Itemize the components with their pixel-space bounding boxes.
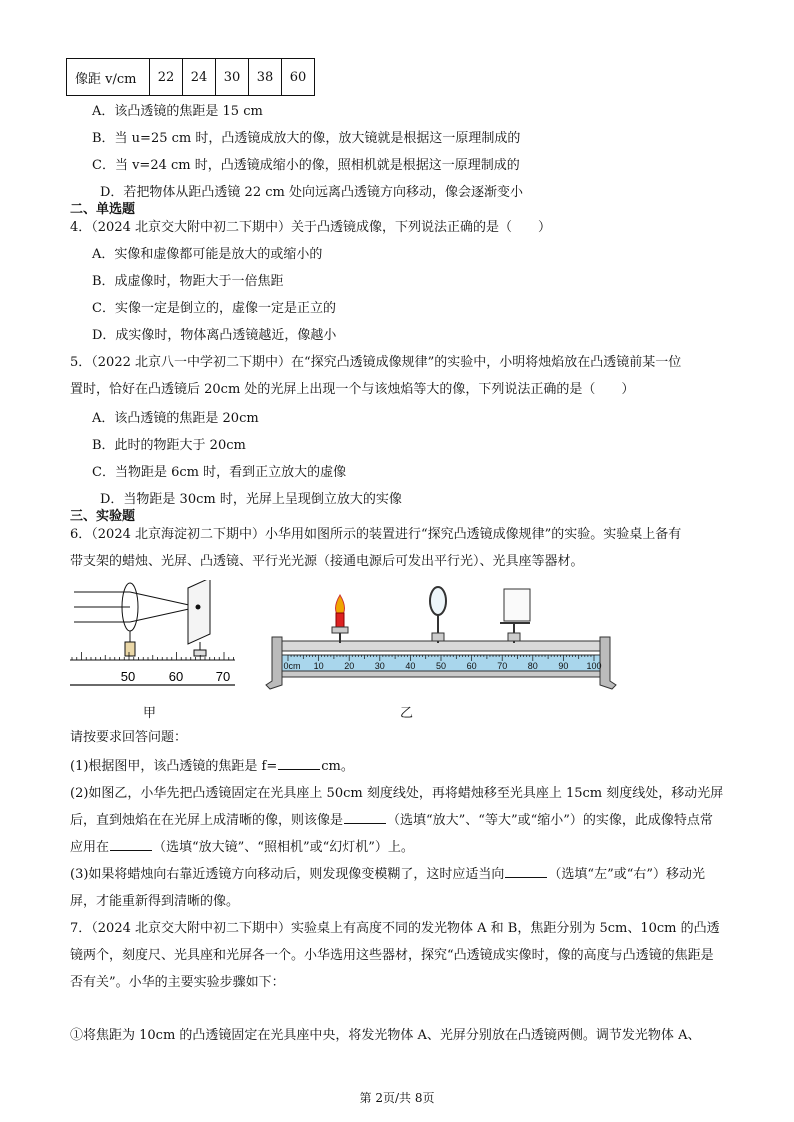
scale-tick-label: 90: [558, 661, 569, 671]
q4-option-b: B．成虚像时，物距大于一倍焦距: [92, 274, 284, 289]
table-cell: 24: [183, 59, 216, 96]
q4-stem: 4．（2024 北京交大附中初二下期中）关于凸透镜成像，下列说法正确的是（ ）: [70, 220, 551, 235]
bench-top-rail: [276, 641, 606, 651]
q6-part1: [70, 757, 354, 776]
q5-option-d: D．当物距是 30cm 时，光屏上呈现倒立放大的实像: [100, 492, 402, 507]
q6-stem-line1: 6．（2024 北京海淀初二下期中）小华用如图所示的装置进行“探究凸透镜成像规律”的实验。实验桌上备有: [70, 527, 682, 542]
bench-left-leg: [266, 637, 282, 689]
candle-holder: [332, 627, 348, 633]
answer-blank[interactable]: [278, 757, 320, 770]
q3-option-a: A．该凸透镜的焦距是 15 cm: [92, 104, 263, 119]
section-heading-single-choice: 二、单选题: [70, 202, 136, 217]
q6-part1-unit: cm。: [321, 759, 354, 774]
q5-option-a: A．该凸透镜的焦距是 20cm: [92, 411, 259, 426]
table-cell: 60: [282, 59, 315, 96]
q7-step1: ①将焦距为 10cm 的凸透镜固定在光具座中央，将发光物体 A、光屏分别放在凸透镜两侧。调节发光物体 A、: [70, 1028, 701, 1043]
q4-option-a: A．实像和虚像都可能是放大的或缩小的: [92, 247, 323, 262]
scale-tick-label: 30: [374, 661, 385, 671]
answer-blank[interactable]: [344, 811, 386, 824]
table-cell: 22: [150, 59, 183, 96]
q4-option-c: C．实像一定是倒立的，虚像一定是正立的: [92, 301, 336, 316]
q6-part3-text-a: (3)如果将蜡烛向右靠近透镜方向移动后，则发现像变模糊了，这时应适当向: [70, 867, 505, 882]
bench-bottom-rail: [276, 671, 606, 677]
scale-tick-label: 60: [466, 661, 477, 671]
answer-blank[interactable]: [505, 865, 547, 878]
q6-part2: [70, 780, 725, 861]
ruler-tick-label: 70: [215, 669, 231, 684]
q3-option-d: D．若把物体从距凸透镜 22 cm 处向远离凸透镜方向移动，像会逐渐变小: [100, 185, 523, 200]
light-screen: [504, 589, 530, 621]
table-cell: 38: [249, 59, 282, 96]
q6-part2-text-a: (2)如图乙，小华先把凸透镜固定在光具座上 50cm 刻度线处，再将蜡烛移至光具座上 15cm 刻度线处，移动光屏后，直到烛焰在在光屏上成清晰的像，则该像是: [70, 786, 724, 828]
scale-tick-label: 70: [497, 661, 508, 671]
scale-tick-label: 20: [344, 661, 355, 671]
scale-tick-label: 10: [313, 661, 324, 671]
focus-point: [196, 605, 201, 610]
figure-a-caption: 甲: [143, 706, 157, 721]
q4-option-d: D．成实像时，物体离凸透镜越近，像越小: [92, 328, 337, 343]
q6-stem-line2: 带支架的蜡烛、光屏、凸透镜、平行光光源（接通电源后可发出平行光）、光具座等器材。: [70, 554, 584, 569]
lens-clamp: [432, 633, 444, 641]
q5-stem-line2: 置时，恰好在凸透镜后 20cm 处的光屏上出现一个与该烛焰等大的像，下列说法正确的是（ ）: [70, 382, 635, 397]
ruler-tick-label: 60: [168, 669, 184, 684]
answer-blank[interactable]: [110, 838, 152, 851]
scale-tick-label: 50: [435, 661, 447, 671]
table-row: [67, 59, 315, 96]
q5-option-b: B．此时的物距大于 20cm: [92, 438, 246, 453]
q6-part2-text-c: （选填“放大镜”、“照相机”或“幻灯机”）上。: [153, 840, 414, 855]
table-header-cell: 像距 v/cm: [67, 59, 150, 96]
bench-right-leg: [600, 637, 616, 689]
ruler-tick-label: 50: [120, 669, 136, 684]
section-heading-experiment: 三、实验题: [70, 509, 136, 524]
q6-part2-text-b: （选填“放大”、“等大”或“缩小”）的实像，此成像特点常应用在: [70, 813, 713, 855]
q7-stem: 7．（2024 北京交大附中初二下期中）实验桌上有高度不同的发光物体 A 和 B，焦距分别为 5cm、10cm 的凸透镜两个，刻度尺、光具座和光屏各一个。小华选用这些器材，探究“凸透镜成实像时，像的高度与凸透镜的焦距是否有关”。小华的主要实验步骤如下：: [70, 921, 720, 990]
q6-prompt: 请按要求回答问题：: [70, 730, 188, 745]
scale-tick-label: 80: [527, 661, 538, 671]
q5-option-c: C．当物距是 6cm 时，看到正立放大的虚像: [92, 465, 347, 480]
screen-clamp: [508, 633, 520, 641]
figure-b-caption: 乙: [400, 706, 414, 721]
figure-a-focal-length: [70, 580, 240, 690]
lens-holder: [125, 642, 135, 656]
scale-tick-label: 100: [586, 661, 602, 671]
light-screen: [188, 580, 210, 644]
q6-part3-text-b: （选填“左”或“右”）移动光屏，才能重新得到清晰的像。: [70, 867, 706, 909]
q3-option-b: B．当 u=25 cm 时，凸透镜成放大的像，放大镜就是根据这一原理制成的: [92, 131, 521, 146]
image-distance-table: [66, 58, 315, 96]
lens: [430, 587, 446, 615]
candle: [336, 613, 344, 627]
q5-stem-line1: 5．（2022 北京八一中学初二下期中）在“探究凸透镜成像规律”的实验中，小明将烛焰放在凸透镜前某一位: [70, 355, 682, 370]
q3-option-c: C．当 v=24 cm 时，凸透镜成缩小的像，照相机就是根据这一原理制成的: [92, 158, 520, 173]
q6-part1-text: (1)根据图甲，该凸透镜的焦距是 f=: [70, 759, 278, 774]
scale-tick-label: 40: [405, 661, 416, 671]
page-footer: 第 2页/共 8页: [359, 1091, 435, 1105]
figure-b-optical-bench: [262, 585, 622, 695]
table-cell: 30: [216, 59, 249, 96]
scale-tick-label: 0cm: [283, 661, 301, 671]
q6-part3: [70, 861, 725, 915]
